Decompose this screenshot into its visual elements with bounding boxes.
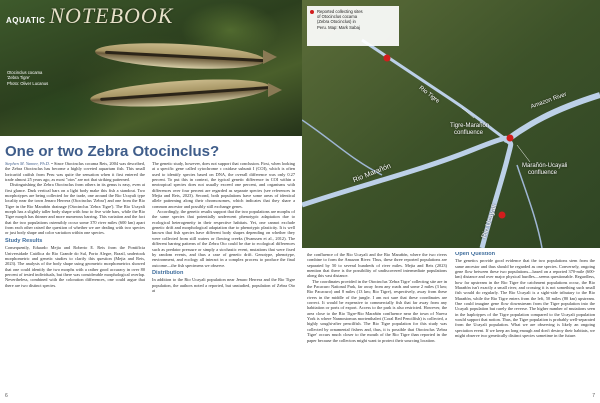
caption-line: Otocinclus cocama xyxy=(7,70,43,75)
legend-line: Peru. Map: Mark Sabaj xyxy=(317,24,360,30)
paragraph: The genetic study, however, does not support that conclusion. First, when looking at a specific gene called cytochrome c oxidase subunit I (COI), which is often used to identify species based on DNA, the overall difference was only 0.27 percent. To put this in context, the typical genetic difference in COI within a neotropical species does not usually exceed one percent, and organisms with differences over four percent are regarded as separate species (see references in Mejia and Reis, 2023). Second, both populations have some areas of identical allele patterning along their chromosomes, which indicates that they share a common ancestor and possibly still exchange genes. xyxy=(152,161,295,209)
paragraph: Accordingly, the genetic results support that the two populations are morphs of the same species that potentially underwent phenotypic adaptation due to ecological heterogeneity in their respective habitats. Yet, one cannot exclude genetic drift and morphological adaptation due to phenotypic plasticity. It is well known that fish species have different body shapes depending on whether they were collected from still waters or flowing creeks (Svanssen et al., 2012). The different barring patterns of the Zebra Oto could be due to ecological differences such as predator pressure or simply a stochastic event, mutations that were fixed by random events, and thus a case of genetic drift. Genotype, phenotype, environment, and ecology all interact in a complex process to produce the final outcome—the fish specimens we observe. xyxy=(152,209,295,268)
photo-caption xyxy=(7,70,87,86)
paragraph: The coordinates provided in the Otocinclus 'Zebra Tigre' collecting site are in the Pacacuro National Park, far away from any roads and some 2 miles (3 km; Rio Pacacuro) and 8 miles (13 km; Rio Tigre), respectively, away from these rivers in the middle of the jungle. I am not sure that these coordinates are correct. It would be expensive to commercially fish that far away from any habitation or ports of export. Access to the park is also restricted. However, the area close to the Rio Tigre-Rio Marañón confluence near the town of Nueva York is where Nannostomus mortenthaleri (Coral Red Pencilfish) is collected, a highly sought-after pencilfish. The Rio Tigre population for this study was collected by ornamental fishers and, thus, it is possible that Otocinclus 'Zebra Tigre' occurs much closer to the mouth of the Rio Tigre than reported in the paper because the collectors might want to protect their sourcing location. xyxy=(307,278,447,343)
label-tigre-maranon: Tigre-Marañón xyxy=(450,123,490,129)
label-confluence: confluence xyxy=(454,130,484,136)
collecting-site-marker xyxy=(384,55,391,62)
label-rio-ucayali: Rio Ucayali xyxy=(480,203,499,240)
section-heading-study: Study Results xyxy=(5,237,43,244)
intro-text: • Since Otocinclus cocama Reis, 2004 was described, the Zebra Otocinclus has become a highly coveted aquarium fish. This small loricariid catfish from Peru was quite the sensation when it first entered the trade almost 25 years ago, as most "otos" are not that striking patterned. xyxy=(5,161,145,183)
article-title: One or two Zebra Otocinclus? xyxy=(5,143,220,160)
masthead-section: AQUATIC xyxy=(6,16,46,25)
intro-paragraph xyxy=(5,161,145,182)
fish-photo xyxy=(0,0,302,136)
label-amazon: Amazon River xyxy=(530,91,568,111)
caption-line: Photo: Oliver Lucanus xyxy=(7,80,49,86)
map-legend xyxy=(307,6,399,46)
legend-line: Reported collecting sites xyxy=(317,9,363,14)
masthead-title: NOTEBOOK xyxy=(49,3,174,28)
page-number-left: 6 xyxy=(5,393,8,399)
legend-line: of Otocinclus cocama xyxy=(317,14,358,20)
text-column-3 xyxy=(307,252,447,392)
paragraph: In addition to the Rio Ucayali population near Jenaro Herrera and the Rio Tigre population, the authors noted a reported, but unstudied, population of Zebra Oto at xyxy=(152,277,295,293)
collecting-site-marker xyxy=(499,212,506,219)
byline: Stephen M. Yanner, Ph.D. xyxy=(5,161,50,166)
legend-line: (Zebra Otocinclus) in xyxy=(317,19,356,25)
collecting-site-marker xyxy=(507,135,514,142)
fish-illustration xyxy=(90,75,290,111)
fish-illustration xyxy=(95,38,285,74)
paragraph: Distinguishing the Zebra Otocinclus from others in its genus is easy, even at first glance. Dark vertical bars on a light body make this fish a standout. Two morphotypes are being collected for the trade, one around the Rio Ucayali type locality near the town Jenaro Herrera (Otocinclus 'Zebra') and one from the Rio Tigre in the Rio Marañón drainage (Otocinclus 'Zebra Tigre'). The Rio Ucayali morph has a slightly taller body shape with four to five wide bars, while the Rio Tigre morph has thinner and more numerous barring. This variation and the fact that the two populations ostensibly occur some 370 river miles (600 km) apart from each other raised the question of whether we are dealing with two species or just body shape and color variation within one species. xyxy=(5,182,145,236)
text-column-2 xyxy=(152,161,295,391)
paragraph: the confluence of the Rio Ucayali and the Rio Marañón, where the two rivers combine to form the Amazon River. Thus, these three reported populations are separated by 50 to several hundreds of river miles. Mejia and Reis (2023) mention that there is the possibility of undiscovered intermediate populations along this vast distance. xyxy=(307,252,447,279)
section-heading-distribution: Distribution xyxy=(152,269,184,276)
label-rio-maranon: Rio Marañón xyxy=(352,162,392,185)
page-number-right: 7 xyxy=(592,393,595,399)
legend-dot-icon xyxy=(310,10,314,14)
paragraph: The genetics provide good evidence that the two populations stem from the same ancestor and thus should be regarded as one species. Conversely, ongoing gene flow between these two populations—based on a reported 370-mile (600-km) distance and over major physical hurdles—seems questionable. Regardless, how far upstream in the Rio Tigre the catchment populations occur, the Rio Marañón isn't exactly a small river, and crossing it is not something such small fish would do regularly. The Rio Ucayali is a sight-side tributary to the Rio Marañón, while the Rio Tigre enters from the left, 50 miles (80 km) upstream. One could imagine gene flow downstream from the Tigre population into the Ucayali population but rarely the reverse. The higher number of mutations seen in the haplotypes of the Tigre population compared to the Ucayali population would support that notion. Thus, the Tigre population is probably well-separated from the Ucayali population. What we are observing is likely an ongoing speciation event. If we keep an long enough and don't destroy their habitats, we might observe two genetically distinct species sometime in the future. xyxy=(455,258,595,339)
label-confluence-2: confluence xyxy=(528,170,558,176)
caption-line: 'Zebra Tigre' xyxy=(7,75,31,81)
section-heading-open-question: Open Question xyxy=(455,252,496,257)
river-map xyxy=(302,0,600,248)
label-maranon-ucayali: Marañón-Ucayali xyxy=(522,163,568,169)
text-column-1 xyxy=(5,161,145,391)
paragraph: Consequently, Eduardo Mejia and Roberto E. Reis from the Pontifícia Universidade Católica do Rio Grande do Sul, Porto Alegre, Brazil, undertook morphometric and genetic studies to clarify this question (Mejia and Reis, 2023). The analysis of the body shape using geometric morphometrics showed that one could identify the two morphs with a rather good accuracy in over 80 percent of tested individuals, but there was considerable morphological overlap. Nevertheless, combined with the coloration differences, one could argue that there are two distinct species. xyxy=(5,245,145,288)
masthead xyxy=(6,3,173,29)
label-rio-tigre: Rio Tigre xyxy=(417,85,441,105)
text-column-4 xyxy=(455,252,595,392)
